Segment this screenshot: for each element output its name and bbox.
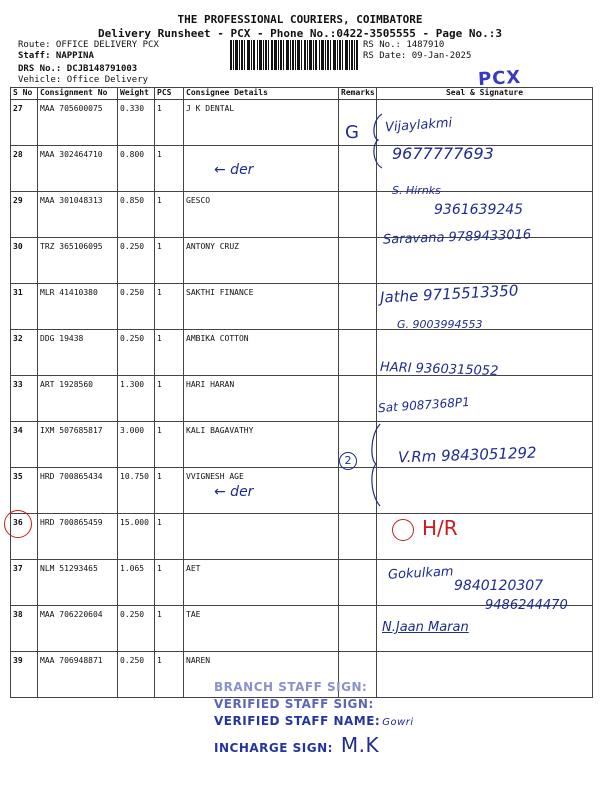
row-weight: 1.300 — [118, 376, 155, 422]
incharge-sign-hand: M.K — [340, 733, 380, 757]
row-consignment: MAA 706948871 — [38, 652, 118, 698]
remark-bracket-mark — [360, 110, 390, 170]
verified-staff-name-stamp — [214, 714, 414, 728]
barcode-image — [230, 40, 358, 70]
incharge-sign-label: INCHARGE SIGN: — [214, 741, 333, 755]
row-signature — [377, 468, 593, 514]
row-pcs: 1 — [155, 192, 184, 238]
row-consignment: MAA 705600075 — [38, 100, 118, 146]
row-consignee: AET — [184, 560, 339, 606]
row-weight: 0.330 — [118, 100, 155, 146]
row-pcs: 1 — [155, 100, 184, 146]
row-consignee: HARI HARAN — [184, 376, 339, 422]
signature-29-name: S. Hirnks — [392, 184, 441, 197]
signature-38-name: Gokulkam — [387, 564, 454, 583]
row-consignee — [184, 514, 339, 560]
row-sno: 33 — [11, 376, 38, 422]
row-weight: 0.800 — [118, 146, 155, 192]
pcx-stamp: PCX — [477, 66, 522, 91]
row-consignee: SAKTHI FINANCE — [184, 284, 339, 330]
row-consignment: TRZ 365106095 — [38, 238, 118, 284]
row-remarks — [339, 284, 377, 330]
row-weight: 3.000 — [118, 422, 155, 468]
row-pcs: 1 — [155, 606, 184, 652]
vehicle-label: Vehicle: Office Delivery — [18, 75, 149, 85]
signature-27-name: Vijaylakmi — [384, 115, 453, 136]
table-row — [11, 514, 593, 560]
r37-text: H/R — [422, 516, 458, 540]
signature-31: Jathe 9715513350 — [379, 281, 519, 307]
row-consignment: MAA 706220604 — [38, 606, 118, 652]
row-weight: 15.000 — [118, 514, 155, 560]
row-signature — [377, 652, 593, 698]
signature-39-name: N.Jaan Maran — [382, 620, 469, 635]
row-consignment: ART 1928560 — [38, 376, 118, 422]
row-sno: 36 — [11, 514, 38, 560]
verified-staff-name-label: VERIFIED STAFF NAME: — [214, 714, 381, 728]
row-weight: 1.065 — [118, 560, 155, 606]
row-sno: 29 — [11, 192, 38, 238]
drs-value: DCJB148791003 — [66, 64, 138, 74]
row-consignee: KALI BAGAVATHY — [184, 422, 339, 468]
row-pcs: 1 — [155, 330, 184, 376]
drs-number — [18, 64, 137, 74]
row-remarks — [339, 514, 377, 560]
signature-39-phone: 9486244470 — [485, 598, 568, 613]
row-weight: 0.250 — [118, 606, 155, 652]
col-pcs: PCS — [155, 88, 184, 100]
table-row — [11, 146, 593, 192]
row-consignment: IXM 507685817 — [38, 422, 118, 468]
table-row — [11, 100, 593, 146]
col-signature: Seal & Signature — [377, 88, 593, 100]
table-row — [11, 238, 593, 284]
row-consignment: MAA 301048313 — [38, 192, 118, 238]
row-consignee: TAE — [184, 606, 339, 652]
row-consignment: MLR 41410380 — [38, 284, 118, 330]
verified-staff-sign-label: VERIFIED STAFF SIGN: — [214, 697, 374, 711]
row-consignment: MAA 302464710 — [38, 146, 118, 192]
col-consignee: Consignee Details — [184, 88, 339, 100]
row-pcs: 1 — [155, 284, 184, 330]
row-remarks — [339, 606, 377, 652]
row-sno: 32 — [11, 330, 38, 376]
row-sno: 39 — [11, 652, 38, 698]
row-sno: 31 — [11, 284, 38, 330]
signature-32: G. 9003994553 — [397, 318, 483, 331]
verified-staff-name-hand: Gowri — [382, 717, 414, 728]
row-consignment: DDG 19438 — [38, 330, 118, 376]
table-row — [11, 376, 593, 422]
row-consignee: NAREN — [184, 652, 339, 698]
company-title: THE PROFESSIONAL COURIERS, COIMBATORE — [177, 13, 423, 26]
row-sno: 30 — [11, 238, 38, 284]
runsheet-subtitle: Delivery Runsheet - PCX - Phone No.:0422-3505555 - Page No.:3 — [98, 27, 502, 40]
remark-bracket-mark — [358, 420, 388, 510]
row-sno: 34 — [11, 422, 38, 468]
row-sno: 28 — [11, 146, 38, 192]
remark-27-mark: G — [345, 122, 359, 143]
note-36-delivered: ← der — [214, 484, 254, 500]
row-weight: 0.250 — [118, 284, 155, 330]
row-37-circle-mark — [4, 510, 32, 538]
row-consignee: AMBIKA COTTON — [184, 330, 339, 376]
row-consignment: HRD 700865459 — [38, 514, 118, 560]
r37-circle-mark — [392, 519, 414, 541]
signature-35: V.Rm 9843051292 — [397, 443, 537, 467]
col-sno: S No — [11, 88, 38, 100]
row-consignee: ANTONY CRUZ — [184, 238, 339, 284]
signature-33: HARI 9360315052 — [379, 359, 499, 380]
branch-staff-sign-label: BRANCH STAFF SIGN: — [214, 680, 368, 694]
rs-number: RS No.: 1487910 — [363, 40, 445, 50]
remark-35-mark: 2 — [339, 452, 357, 470]
signature-34: Sat 9087368P1 — [377, 394, 471, 416]
row-remarks — [339, 238, 377, 284]
row-remarks — [339, 330, 377, 376]
signature-27-phone: 9677777693 — [392, 144, 494, 163]
route-label: Route: OFFICE DELIVERY PCX — [18, 40, 159, 50]
signature-37-hr — [392, 516, 458, 541]
row-pcs: 1 — [155, 376, 184, 422]
verified-staff-sign-stamp — [214, 697, 374, 711]
signature-38-phone: 9840120307 — [454, 578, 544, 594]
table-row — [11, 330, 593, 376]
row-weight: 10.750 — [118, 468, 155, 514]
signature-30: Saravana 9789433016 — [382, 227, 532, 248]
row-consignee — [184, 146, 339, 192]
row-pcs: 1 — [155, 652, 184, 698]
row-pcs: 1 — [155, 514, 184, 560]
table-row — [11, 468, 593, 514]
row-remarks — [339, 192, 377, 238]
row-consignee: J K DENTAL — [184, 100, 339, 146]
row-remarks — [339, 560, 377, 606]
staff-label: Staff: NAPPINA — [18, 51, 94, 61]
row-sno: 38 — [11, 606, 38, 652]
branch-staff-sign-stamp — [214, 680, 367, 694]
signature-29-phone: 9361639245 — [434, 202, 524, 218]
row-weight: 0.850 — [118, 192, 155, 238]
row-pcs: 1 — [155, 422, 184, 468]
row-pcs: 1 — [155, 238, 184, 284]
note-28-delivered: ← der — [214, 162, 254, 178]
incharge-sign-stamp — [214, 733, 379, 757]
row-pcs: 1 — [155, 560, 184, 606]
table-header-row — [11, 88, 593, 100]
row-consignee: GESCO — [184, 192, 339, 238]
row-pcs: 1 — [155, 146, 184, 192]
row-sno: 35 — [11, 468, 38, 514]
row-sno: 37 — [11, 560, 38, 606]
row-consignee: VVIGNESH AGE — [184, 468, 339, 514]
row-consignment: NLM 51293465 — [38, 560, 118, 606]
row-weight: 0.250 — [118, 330, 155, 376]
row-remarks — [339, 376, 377, 422]
col-consignment: Consignment No — [38, 88, 118, 100]
rs-date: RS Date: 09-Jan-2025 — [363, 51, 472, 61]
row-consignment: HRD 700865434 — [38, 468, 118, 514]
row-weight: 0.250 — [118, 652, 155, 698]
row-sno: 27 — [11, 100, 38, 146]
row-weight: 0.250 — [118, 238, 155, 284]
drs-label: DRS No.: — [18, 64, 62, 74]
row-pcs: 1 — [155, 468, 184, 514]
col-remarks: Remarks — [339, 88, 377, 100]
col-weight: Weight — [118, 88, 155, 100]
